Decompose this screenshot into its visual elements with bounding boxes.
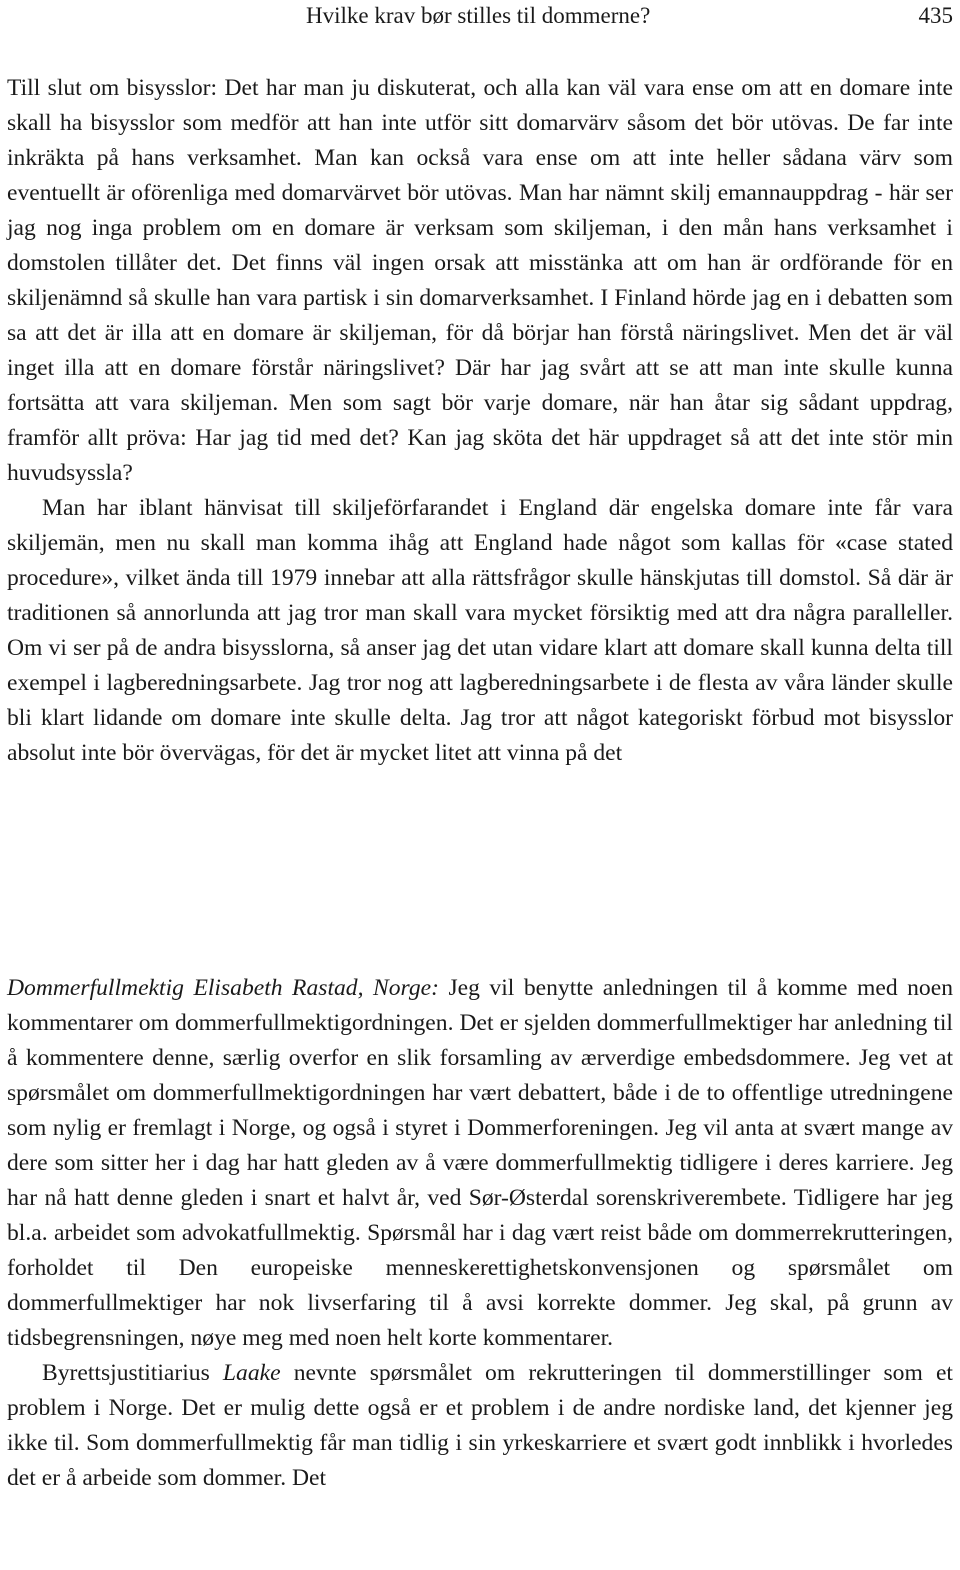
running-header-title: Hvilke krav bør stilles til dommerne? bbox=[306, 3, 651, 28]
running-header bbox=[0, 2, 960, 32]
name-laake: Laake bbox=[222, 1360, 281, 1386]
paragraph-rastad bbox=[7, 971, 953, 1356]
speaker-name: Elisabeth Rastad, Norge: bbox=[193, 975, 439, 1001]
paragraph-laake-start: Byrettsjustitiarius bbox=[42, 1360, 210, 1386]
paragraph-bisysslor: Till slut om bisysslor: Det har man ju diskuterat, och alla kan väl vara ense om att en domare inte skall ha bisysslor som medför att han inte utför sitt domarvärv såsom det bör utövas. De far inte inkräkta på hans verksamhet. Man kan också vara ense om att inte heller sådana värv som eventuellt är oförenliga med domarvärvet bör utövas. Man har nämnt skilj emannauppdrag - här ser jag nog inga problem om en domare är verksam som skiljeman, i den mån hans verksamhet i domstolen tillåter det. Det finns väl ingen orsak att misstänka att om han är ordförande för en skiljenämnd så skulle han vara partisk i sin domarverksamhet. I Finland hörde jag en i debatten som sa att det är illa att en domare är skiljeman, för då börjar han förstå näringslivet. Men det är väl inget illa att en domare förstår näringslivet? Där har jag svårt att se att man inte skulle kunna fortsätta att vara skiljeman. Men som sagt bör varje domare, när han åtar sig sådant uppdrag, framför allt pröva: Har jag tid med det? Kan jag sköta det här uppdraget så att det inte stör min huvudsyssla? bbox=[7, 75, 953, 486]
swedish-section bbox=[7, 71, 953, 771]
paragraph-laake-text: nevnte spørsmålet om rekrutteringen til dommerstillinger som et problem i Norge. Det er mulig dette også er et problem i de andre nordiske land, det kjenner jeg ikke til. Som dommerfullmektig får man tidlig i sin yrkeskarriere et svært godt innblikk i hvorledes det er å arbeide som dommer. Det bbox=[7, 1360, 953, 1491]
paragraph-rastad-text: Jeg vil benytte anledningen til å komme med noen kommentarer om dommerfullmektigordningen. Det er sjelden dommerfullmektiger har anledning til å kommentere denne, særlig overfor en slik forsamling av ærverdige embedsdommere. Jeg vet at spørsmålet om dommerfullmektigordningen har vært debattert, både i de to offentlige utredningene som nylig er fremlagt i Norge, og også i styret i Dommerforeningen. Jeg vil anta at svært mange av dere som sitter her i dag har hatt gleden av å være dommerfullmektig tidligere i deres karriere. Jeg har nå hatt denne gleden i snart et halvt år, ved Sør-Østerdal sorenskriverembete. Tidligere har jeg bl.a. arbeidet som advokatfullmektig. Spørsmål har i dag vært reist både om dommerrekrutteringen, forholdet til Den europeiske menneskerettighetskonvensjonen og spørsmålet om dommerfullmektiger har nok livserfaring til å avsi korrekte dommer. Jeg skal, på grunn av tidsbegrensningen, nøye meg med noen helt korte kommentarer. bbox=[7, 975, 953, 1351]
paragraph-england: Man har iblant hänvisat till skiljeförfarandet i England där engelska domare inte får vara skiljemän, men nu skall man komma ihåg att England hade något som kallas för «case stated procedure», vilket ända till 1979 innebar att alla rättsfrågor skulle hänskjutas till domstol. Så där är traditionen så annorlunda att jag tror man skall vara mycket försiktig med att dra några paralleller. Om vi ser på de andra bisysslorna, så anser jag det utan vidare klart att domare skall kunna delta till exempel i lagberedningsarbete. Jag tror nog att lagberedningsarbete i de flesta av våra länder skulle bli klart lidande om domare inte skulle delta. Jag tror att något kategoriskt förbud mot bisysslor absolut inte bör övervägas, för det är mycket litet att vinna på det bbox=[7, 495, 953, 766]
speaker-role: Dommerfullmektig bbox=[7, 975, 184, 1001]
norwegian-section bbox=[7, 971, 953, 1496]
page-number: 435 bbox=[918, 3, 953, 28]
paragraph-laake bbox=[7, 1356, 953, 1496]
